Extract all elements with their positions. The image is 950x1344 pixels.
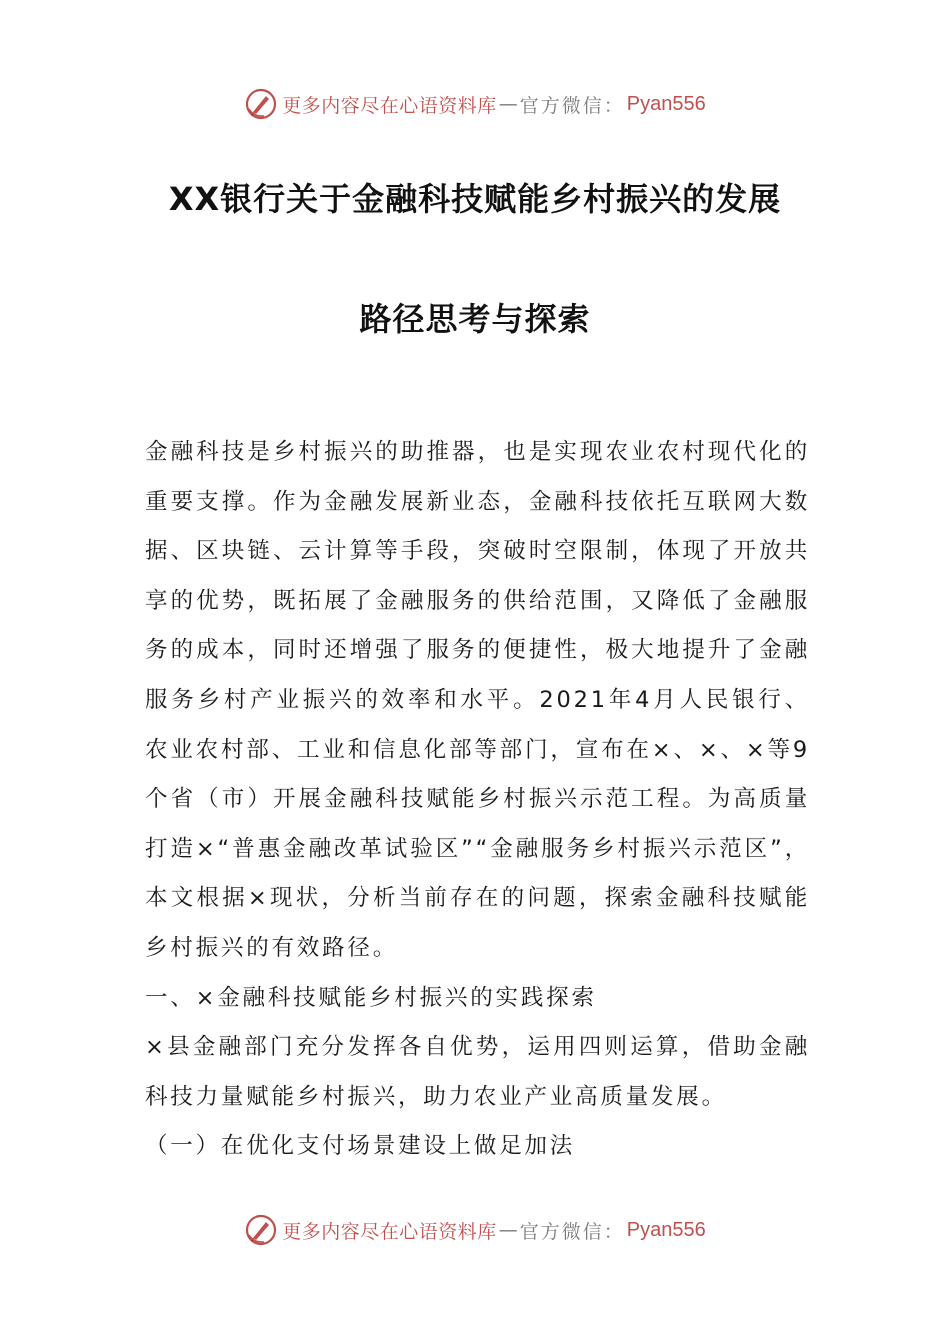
banner-wechat-id: Pyan556 [626, 1218, 706, 1241]
banner-dash: — [498, 1219, 518, 1241]
paragraph-section-1: ×县金融部门充分发挥各自优势，运用四则运算，借助金融科技力量赋能乡村振兴，助力农业产业高质量发展。 [145, 1034, 810, 1110]
document-body [145, 428, 810, 1172]
header-banner [0, 84, 950, 124]
pen-logo-icon [244, 87, 278, 121]
banner-wechat-label: 官方微信： [519, 1220, 625, 1243]
banner-wechat-id: Pyan556 [626, 92, 706, 115]
paragraph-intro: 金融科技是乡村振兴的助推器，也是实现农业农村现代化的重要支撑。作为金融发展新业态，金融科技依托互联网大数据、区块链、云计算等手段，突破时空限制，体现了开放共享的优势，既拓展了金融服务的供给范围，又降低了金融服务的成本，同时还增强了服务的便捷性，极大地提升了金融服务乡村产业振兴的效率和水平。2021年4月人民银行、农业农村部、工业和信息化部等部门，宣布在×、×、×等9个省（市）开展金融科技赋能乡村振兴示范工程。为高质量打造×“普惠金融改革试验区”“金融服务乡村振兴示范区”，本文根据×现状，分析当前存在的问题，探索金融科技赋能乡村振兴的有效路径。 [145, 439, 810, 961]
pen-logo-icon [244, 1213, 278, 1247]
footer-banner [0, 1210, 950, 1250]
subsection-heading-1: （一）在优化支付场景建设上做足加法 [145, 1133, 576, 1160]
document-title-line-2: 路径思考与探索 [359, 300, 591, 338]
banner-wechat-label: 官方微信： [519, 94, 625, 117]
banner-dash: — [498, 93, 518, 115]
section-heading-1: 一、×金融科技赋能乡村振兴的实践探索 [145, 984, 597, 1011]
document-title-line-1: XX银行关于金融科技赋能乡村振兴的发展 [168, 180, 782, 218]
banner-text: 更多内容尽在心语资料库 [282, 1220, 497, 1243]
banner-text: 更多内容尽在心语资料库 [282, 94, 497, 117]
